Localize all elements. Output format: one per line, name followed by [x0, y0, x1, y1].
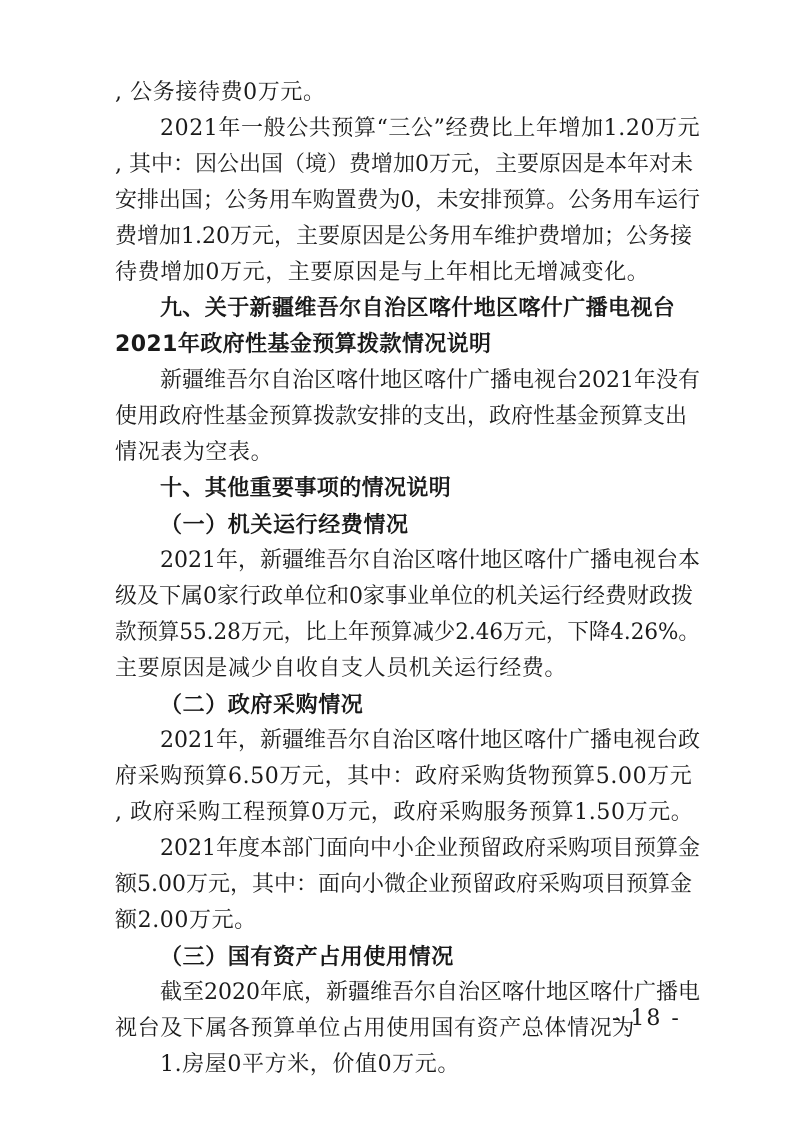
paragraph-line: 情况表为空表。: [115, 440, 274, 465]
paragraph-line: , 其中：因公出国（境）费增加0万元，主要原因是本年对未: [115, 152, 693, 177]
paragraph-line: 1.房屋0平方米，价值0万元。: [160, 1052, 460, 1077]
paragraph-line: 视台及下属各预算单位占用使用国有资产总体情况为: [115, 1016, 635, 1041]
subsection-heading: （一）机关运行经费情况: [160, 512, 409, 538]
paragraph-line: 额2.00万元。: [115, 908, 257, 933]
paragraph-line: 使用政府性基金预算拨款安排的支出，政府性基金预算支出: [115, 404, 688, 429]
paragraph-line: 2021年，新疆维吾尔自治区喀什地区喀什广播电视台本: [160, 548, 700, 573]
paragraph-line: 级及下属0家行政单位和0家事业单位的机关运行经费财政拨: [115, 584, 693, 609]
subsection-heading: （二）政府采购情况: [160, 692, 364, 718]
paragraph-line: 待费增加0万元，主要原因是与上年相比无增减变化。: [115, 260, 650, 285]
paragraph-line: 额5.00万元，其中：面向小微企业预留政府采购项目预算金: [115, 872, 692, 897]
paragraph-line: 费增加1.20万元，主要原因是公务用车维护费增加；公务接: [115, 224, 692, 249]
paragraph-line: 新疆维吾尔自治区喀什地区喀什广播电视台2021年没有: [160, 368, 700, 393]
page-number: - 18 -: [612, 1006, 681, 1031]
subsection-heading: （三）国有资产占用使用情况: [160, 944, 454, 970]
paragraph-line: 府采购预算6.50万元，其中：政府采购货物预算5.00万元: [115, 764, 693, 789]
section-heading: 2021年政府性基金预算拨款情况说明: [115, 332, 492, 357]
paragraph-line: 安排出国；公务用车购置费为0，未安排预算。公务用车运行: [115, 188, 701, 213]
section-heading: 九、关于新疆维吾尔自治区喀什地区喀什广播电视台: [160, 296, 676, 321]
paragraph-line: 款预算55.28万元，比上年预算减少2.46万元，下降4.26%。: [115, 620, 700, 645]
paragraph-line: , 政府采购工程预算0万元，政府采购服务预算1.50万元。: [115, 800, 694, 825]
paragraph-line: 2021年度本部门面向中小企业预留政府采购项目预算金: [160, 836, 700, 861]
paragraph-line: 2021年一般公共预算“三公”经费比上年增加1.20万元: [160, 116, 701, 141]
paragraph-line: 主要原因是减少自收自支人员机关运行经费。: [115, 656, 568, 681]
paragraph-line: 截至2020年底，新疆维吾尔自治区喀什地区喀什广播电: [160, 980, 700, 1005]
section-heading: 十、其他重要事项的情况说明: [160, 476, 452, 501]
paragraph-line: 2021年，新疆维吾尔自治区喀什地区喀什广播电视台政: [160, 728, 700, 753]
paragraph-line: , 公务接待费0万元。: [115, 80, 326, 105]
